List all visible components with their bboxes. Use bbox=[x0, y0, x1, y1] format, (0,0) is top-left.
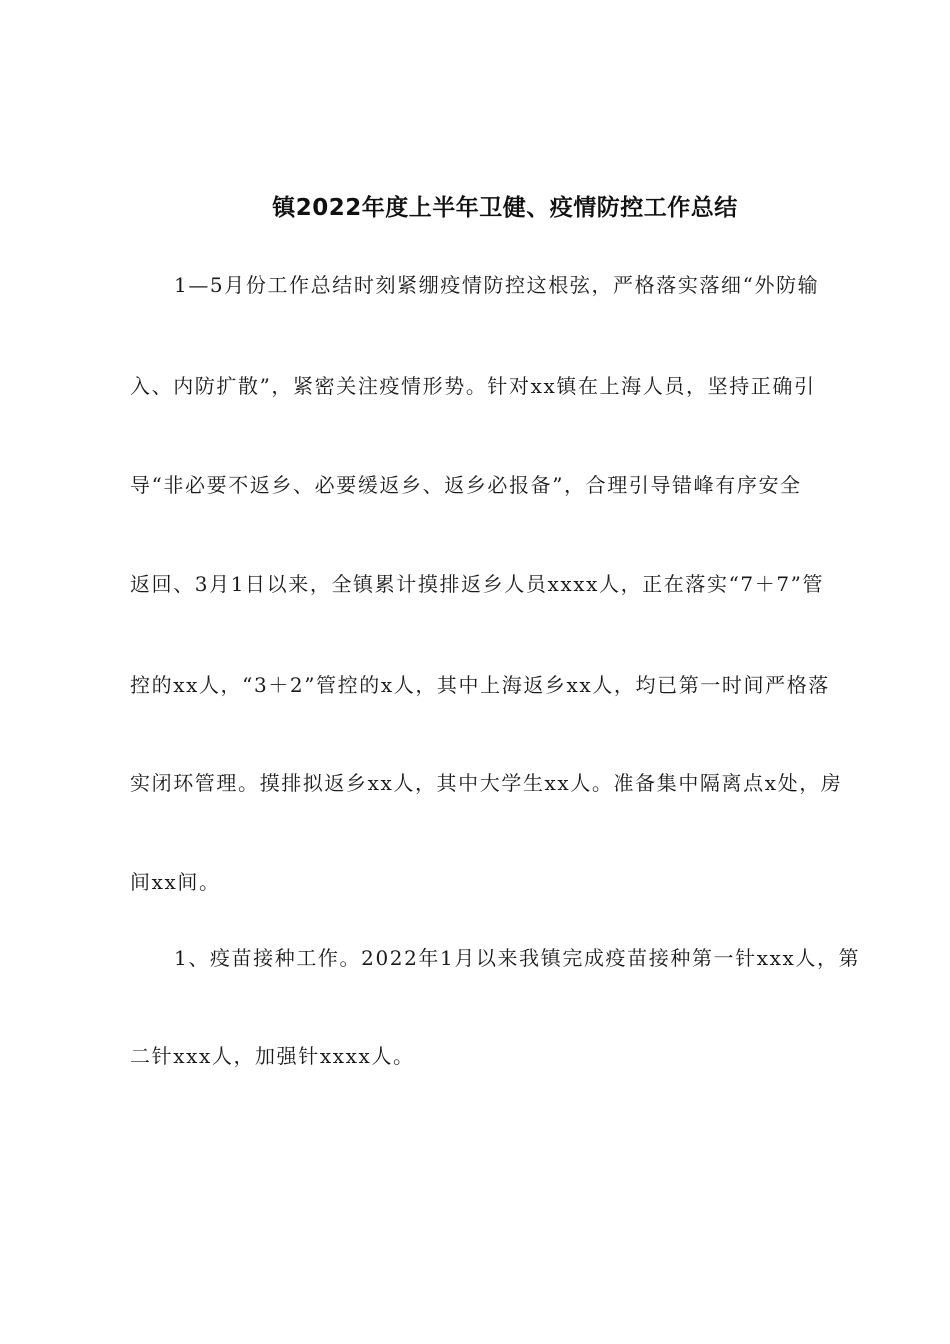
paragraph-1-line-5: 控的xx人，“3＋2”管控的x人，其中上海返乡xx人，均已第一时间严格落 bbox=[130, 673, 830, 697]
paragraph-2-line-1: 1、疫苗接种工作。2022年1月以来我镇完成疫苗接种第一针xxx人，第 bbox=[174, 946, 861, 970]
document-title: 镇2022年度上半年卫健、疫情防控工作总结 bbox=[272, 195, 738, 221]
paragraph-1-line-7: 间xx间。 bbox=[130, 870, 221, 894]
paragraph-2-line-2: 二针xxx人，加强针xxxx人。 bbox=[130, 1044, 415, 1068]
paragraph-1-line-4: 返回、3月1日以来，全镇累计摸排返乡人员xxxx人，正在落实“7＋7”管 bbox=[130, 572, 825, 596]
paragraph-1-line-6: 实闭环管理。摸排拟返乡xx人，其中大学生xx人。准备集中隔离点x处，房 bbox=[130, 771, 843, 795]
paragraph-1-line-2: 入、内防扩散”，紧密关注疫情形势。针对xx镇在上海人员，坚持正确引 bbox=[130, 374, 816, 398]
paragraph-1-line-1: 1—5月份工作总结时刻紧绷疫情防控这根弦，严格落实落细“外防输 bbox=[174, 273, 820, 297]
paragraph-1-line-3: 导“非必要不返乡、必要缓返乡、返乡必报备”，合理引导错峰有序安全 bbox=[130, 473, 802, 497]
